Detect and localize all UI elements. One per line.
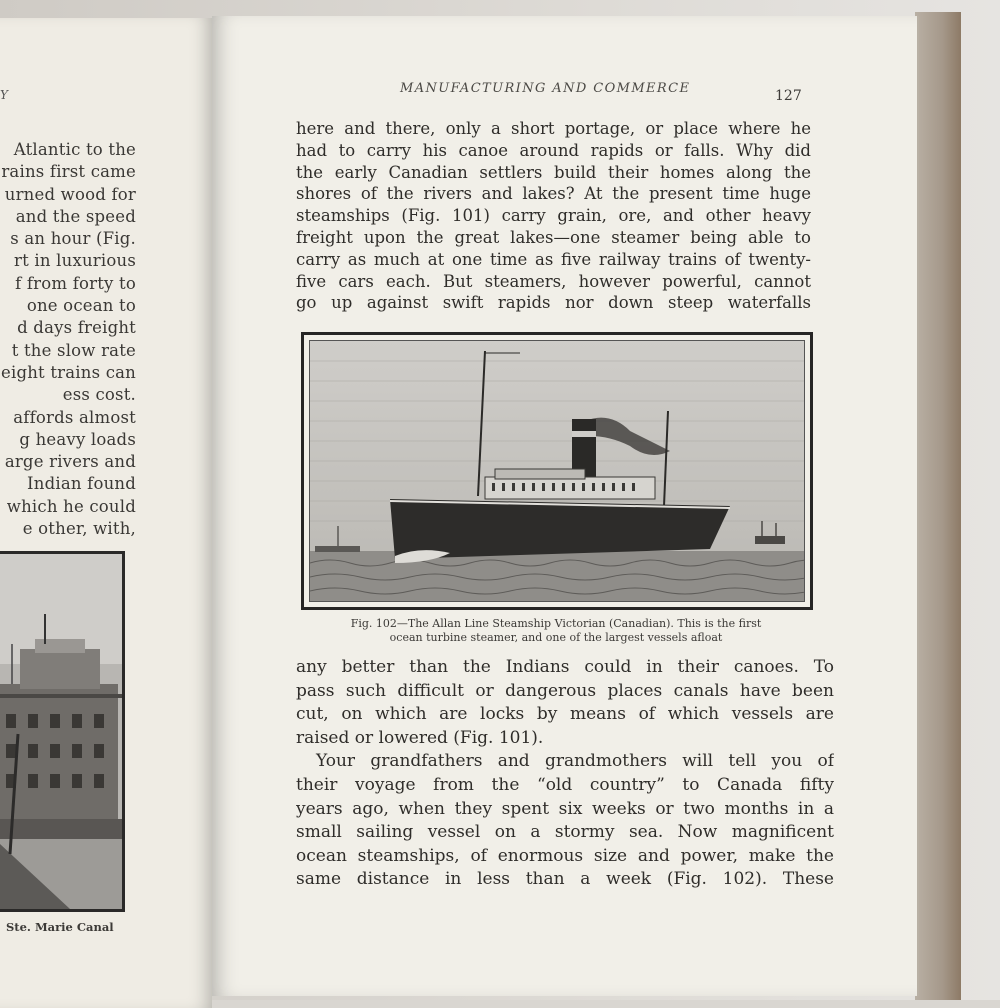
text-line: five cars each. But steamers, however powerful, cannot <box>296 271 811 291</box>
left-text-line: g heavy loads <box>19 429 136 449</box>
text-line: years ago, when they spent six weeks or two months in a <box>296 798 834 819</box>
left-figure-caption: Ste. Marie Canal <box>6 920 114 934</box>
left-text-line: rains first came <box>1 162 136 182</box>
page-number: 127 <box>775 88 802 104</box>
left-text-line: Atlantic to the <box>13 140 136 159</box>
text-line: freight upon the great lakes—one steamer being able to <box>296 227 811 247</box>
steamship-illustration <box>309 340 805 602</box>
left-text-line: s an hour (Fig. <box>10 229 136 249</box>
text-line: any better than the Indians could in their canoes. To <box>296 657 834 677</box>
left-text-line: affords almost <box>13 407 136 427</box>
steamship-engraving <box>310 341 805 602</box>
paragraph-top <box>296 118 811 314</box>
figure-caption-line: Fig. 102—The Allan Line Steamship Victorian (Canadian). This is the first <box>350 617 762 630</box>
text-line: had to carry his canoe around rapids or falls. Why did <box>296 140 811 160</box>
left-text-line: t the slow rate <box>11 340 136 360</box>
text-line: go up against swift rapids nor down steep waterfalls <box>296 293 811 313</box>
left-text-line: f from forty to <box>15 273 136 293</box>
text-line: carry as much at one time as five railway trains of twenty- <box>296 249 811 269</box>
steamship-figure <box>301 332 813 610</box>
left-page <box>0 18 212 1008</box>
left-text-line: one ocean to <box>26 296 136 316</box>
text-line: the early Canadian settlers build their homes along the <box>296 162 811 182</box>
left-text-line: arge rivers and <box>4 452 136 472</box>
left-page-text <box>0 139 136 540</box>
text-line: ocean steamships, of enormous size and power, make the <box>296 845 834 866</box>
left-running-head-fragment: Y <box>0 88 9 102</box>
figure-caption <box>306 617 806 644</box>
left-text-line: and the speed <box>15 206 136 226</box>
left-text-line: which he could <box>6 496 136 516</box>
canal-photo-illustration <box>0 554 122 909</box>
text-line: raised or lowered (Fig. 101). <box>296 727 544 748</box>
canal-photo <box>0 551 125 912</box>
text-line: here and there, only a short portage, or place where he <box>296 119 811 138</box>
left-text-line: Indian found <box>27 474 136 494</box>
text-line: pass such difficult or dangerous places canals have been <box>296 680 834 701</box>
left-text-line: rt in luxurious <box>14 251 136 271</box>
left-text-line: eight trains can <box>1 362 136 382</box>
text-line: their voyage from the “old country” to Canada fifty <box>296 774 834 795</box>
text-line: same distance in less than a week (Fig. 102). These <box>296 869 834 890</box>
text-line: cut, on which are locks by means of which vessels are <box>296 704 834 725</box>
text-line: Your grandfathers and grandmothers will tell you of <box>316 751 834 772</box>
left-text-line: d days freight <box>17 318 136 338</box>
running-head: MANUFACTURING AND COMMERCE <box>400 81 691 96</box>
text-line: small sailing vessel on a stormy sea. Now magnificent <box>296 822 834 843</box>
figure-caption-line: ocean turbine steamer, and one of the largest vessels afloat <box>389 630 723 644</box>
text-line: steamships (Fig. 101) carry grain, ore, and other heavy <box>296 206 811 226</box>
text-line: shores of the rivers and lakes? At the present time huge <box>296 184 811 204</box>
left-text-line: urned wood for <box>4 184 136 204</box>
left-text-line: e other, with, <box>22 519 136 539</box>
paragraph-bottom <box>296 656 834 892</box>
left-text-line: ess cost. <box>62 385 136 405</box>
book-cover-edge <box>915 12 961 1000</box>
